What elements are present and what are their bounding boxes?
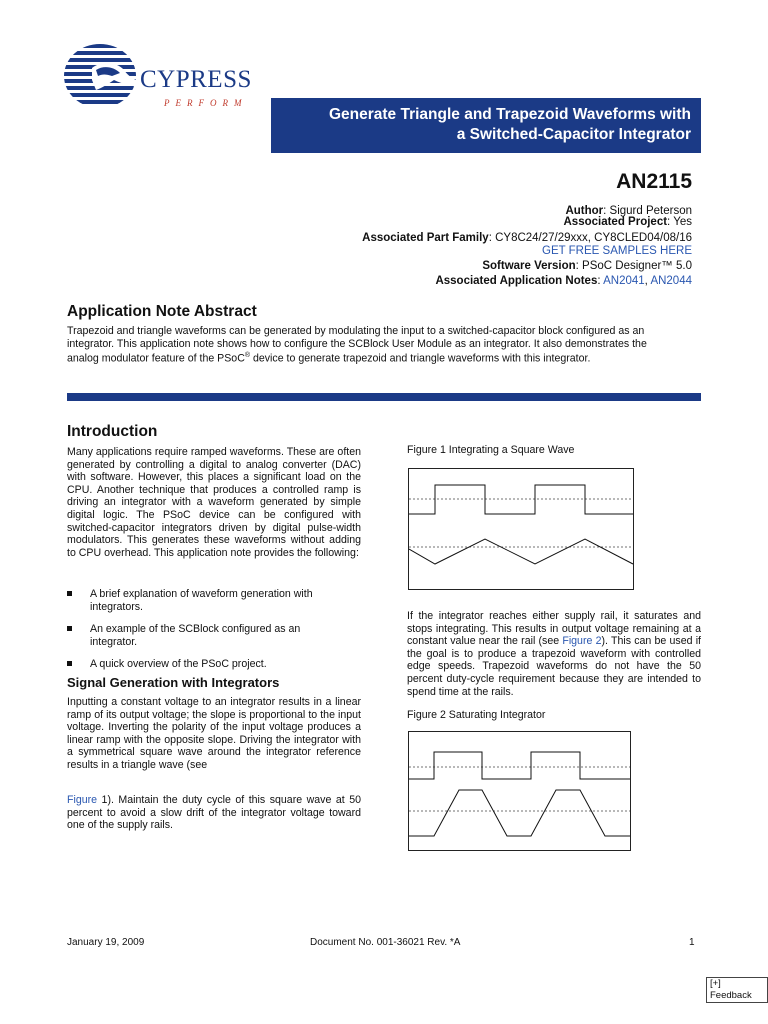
saturation-text-2: ). This can be used if the goal is to produce a trapezoid waveform with controlled edge speeds. Trapezoid waveforms do not have the 50 percent duty-cycle requirement because they are intended to spend time at the rails. bbox=[407, 635, 701, 698]
bullet-icon bbox=[67, 626, 72, 631]
software-version-line bbox=[482, 260, 692, 272]
footer-date: January 19, 2009 bbox=[67, 937, 145, 948]
figure-1 bbox=[408, 468, 634, 590]
abstract-body bbox=[67, 325, 701, 365]
cypress-logo bbox=[62, 40, 252, 120]
bullet-item-2 bbox=[67, 623, 361, 648]
brand-name: CYPRESS bbox=[140, 66, 252, 93]
signal-generation-heading: Signal Generation with Integrators bbox=[67, 675, 280, 690]
project-label: Associated Project bbox=[563, 216, 668, 228]
section-divider bbox=[67, 393, 701, 401]
bullet-item-1 bbox=[67, 588, 361, 613]
saturation-text-1: If the integrator reaches either supply rail, it saturates and stops integrating. This results in output voltage remaining at a constant value near the rail (see bbox=[407, 610, 701, 648]
title-line-2: a Switched-Capacitor Integrator bbox=[456, 126, 691, 143]
figure-2 bbox=[408, 731, 631, 851]
free-samples-link[interactable]: GET FREE SAMPLES HERE bbox=[542, 245, 692, 257]
app-notes-label: Associated Application Notes bbox=[435, 275, 598, 287]
bullet-text: An example of the SCBlock configured as an integrator. bbox=[90, 623, 301, 648]
author-value: : Sigurd Peterson bbox=[603, 205, 692, 217]
figure-1-link[interactable]: Figure bbox=[67, 794, 98, 806]
abstract-line-3 bbox=[67, 350, 701, 365]
abstract-line-1: Trapezoid and triangle waveforms can be generated by modulating the input to a switched-capacitor block configured as an bbox=[67, 325, 645, 337]
author-label: Author bbox=[565, 205, 604, 217]
title-banner bbox=[271, 98, 701, 153]
registered-mark: ® bbox=[244, 352, 251, 360]
project-value: : Yes bbox=[667, 216, 692, 228]
footer-page-number: 1 bbox=[689, 937, 695, 948]
abstract-line-3a: analog modulator feature of the PSoC bbox=[67, 352, 245, 365]
app-note-link-an2044[interactable]: AN2044 bbox=[650, 275, 692, 287]
trapezoid-wave bbox=[409, 790, 630, 836]
feedback-button[interactable]: [+] Feedback bbox=[706, 977, 768, 1003]
bullet-item-3 bbox=[67, 658, 361, 671]
figure-1-number: 1 bbox=[97, 794, 108, 806]
abstract-heading: Application Note Abstract bbox=[67, 303, 257, 320]
software-value: : PSoC Designer™ 5.0 bbox=[575, 260, 692, 272]
abstract-line-2: integrator. This application note shows how to configure the SCBlock User Module as an integrator. It also demonstrates the bbox=[67, 337, 647, 350]
introduction-body: Many applications require ramped waveforms. These are often generated by controlling a digital to analog converter (DAC) with software. However, this places a significant load on the CPU. Another technique that produces a controlled ramp is driving an integrator with a waveform generated by simple digital logic. The PSoC device can be configured with switched-capacitor integrators driven by digital pulse-width modulators. This generates these waveforms without adding to CPU overhead. This application note provides the following: bbox=[67, 446, 361, 559]
app-notes-comma: , bbox=[644, 275, 651, 287]
figure-2-link[interactable]: Figure 2 bbox=[562, 635, 602, 648]
part-family-label: Associated Part Family bbox=[362, 232, 489, 244]
bullet-text: A quick overview of the PSoC project. bbox=[90, 658, 267, 670]
signal-generation-body-2-text: ). Maintain the duty cycle of this square wave at 50 percent to avoid a slow drift of the integrator voltage toward one of the supply rails. bbox=[67, 794, 361, 832]
brand-tagline: PERFORM bbox=[164, 98, 248, 108]
square-wave bbox=[409, 485, 633, 514]
app-note-link-an2041[interactable]: AN2041 bbox=[603, 275, 645, 287]
software-label: Software Version bbox=[482, 260, 576, 272]
bullet-text: A brief explanation of waveform generation with integrators. bbox=[90, 588, 313, 613]
figure-2-caption: Figure 2 Saturating Integrator bbox=[407, 709, 546, 721]
figure-1-caption: Figure 1 Integrating a Square Wave bbox=[407, 444, 575, 456]
square-wave bbox=[409, 752, 630, 779]
app-notes-sep: : bbox=[597, 275, 604, 287]
abstract-line-3b: device to generate trapezoid and triangle waveforms with this integrator. bbox=[250, 352, 591, 365]
saturation-paragraph bbox=[407, 610, 701, 698]
footer-document-number: Document No. 001-36021 Rev. *A bbox=[310, 937, 461, 948]
figure-2-waveform bbox=[409, 732, 630, 850]
bullet-icon bbox=[67, 661, 72, 666]
app-notes-line bbox=[435, 275, 692, 287]
app-note-number: AN2115 bbox=[616, 170, 692, 193]
signal-generation-body-2 bbox=[67, 794, 361, 832]
title-line-1: Generate Triangle and Trapezoid Waveforms with bbox=[328, 106, 691, 123]
part-family-line bbox=[362, 232, 692, 244]
part-family-value: : CY8C24/27/29xxx, CY8CLED04/08/16 bbox=[488, 232, 692, 244]
introduction-heading: Introduction bbox=[67, 423, 158, 440]
figure-1-waveform bbox=[409, 469, 633, 589]
project-line bbox=[564, 216, 693, 228]
triangle-wave bbox=[409, 539, 633, 564]
signal-generation-body: Inputting a constant voltage to an integrator results in a linear ramp of its output voltage; the slope is proportional to the input voltage. Inverting the polarity of the input voltage produces a linear ramp with the opposite slope. Driving the integrator with a symmetrical square wave around the integrator reference results in a triangle wave (see bbox=[67, 696, 361, 771]
bullet-icon bbox=[67, 591, 72, 596]
